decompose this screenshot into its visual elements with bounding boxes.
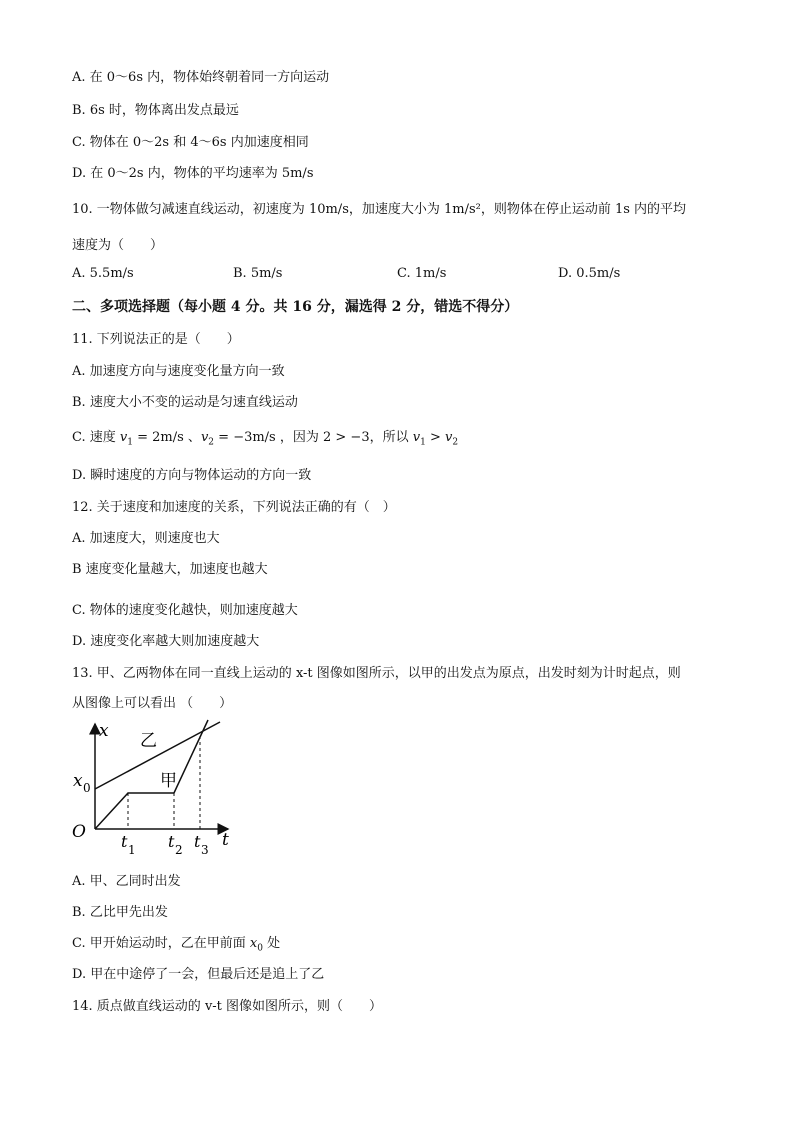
t3-label: t bbox=[194, 832, 201, 851]
t2-label: t bbox=[168, 832, 175, 851]
q13-option-a: A. 甲、乙同时出发 bbox=[72, 874, 181, 889]
q12-option-c: C. 物体的速度变化越快，则加速度越大 bbox=[72, 603, 298, 618]
q9-option-d: D. 在 0～2s 内，物体的平均速率为 5m/s bbox=[72, 166, 314, 181]
q10-option-b: B. 5m/s bbox=[233, 266, 283, 281]
q13-c-prefix: C. 甲开始运动时，乙在甲前面 bbox=[72, 936, 250, 951]
q11-option-b: B. 速度大小不变的运动是匀速直线运动 bbox=[72, 395, 298, 410]
q10-option-c: C. 1m/s bbox=[397, 266, 447, 281]
x-axis-label: t bbox=[222, 830, 229, 850]
var-v: v bbox=[412, 430, 421, 445]
q12-stem: 12. 关于速度和加速度的关系，下列说法正确的有（ ） bbox=[72, 500, 396, 515]
q13-option-c bbox=[72, 932, 280, 954]
q10-option-d: D. 0.5m/s bbox=[558, 266, 621, 281]
q11-stem: 11. 下列说法正的是（ ） bbox=[72, 332, 240, 347]
series-jia-label: 甲 bbox=[160, 771, 177, 791]
origin-label: O bbox=[72, 822, 86, 842]
subscript: 0 bbox=[257, 943, 263, 954]
q11-option-a: A. 加速度方向与速度变化量方向一致 bbox=[72, 364, 285, 379]
q11-option-d: D. 瞬时速度的方向与物体运动的方向一致 bbox=[72, 468, 312, 483]
q13-stem-line1: 13. 甲、乙两物体在同一直线上运动的 x-t 图像如图所示，以甲的出发点为原点，出发时刻为计时起点，则 bbox=[72, 666, 681, 681]
t2-sub: 2 bbox=[175, 843, 183, 857]
q9-option-c: C. 物体在 0～2s 和 4～6s 内加速度相同 bbox=[72, 135, 309, 150]
var-v: v bbox=[445, 430, 453, 445]
q9-option-a: A. 在 0～6s 内，物体始终朝着同一方向运动 bbox=[72, 70, 330, 85]
q11-c-gt: > bbox=[425, 430, 445, 445]
section-heading: 二、多项选择题（每小题 4 分。共 16 分，漏选得 2 分，错选不得分） bbox=[72, 299, 519, 315]
q13-stem-line2: 从图像上可以看出 （ ） bbox=[72, 696, 233, 711]
q12-option-a: A. 加速度大，则速度也大 bbox=[72, 531, 220, 546]
var-x: x bbox=[249, 936, 258, 951]
series-yi-line bbox=[95, 722, 220, 789]
subscript: 2 bbox=[452, 437, 459, 448]
subscript: 1 bbox=[420, 437, 426, 448]
q10-stem-line2: 速度为（ ） bbox=[72, 238, 164, 253]
q11-c-eq2: = −3m/s ，因为 2 > −3，所以 bbox=[214, 430, 413, 445]
q13-option-d: D. 甲在中途停了一会，但最后还是追上了乙 bbox=[72, 967, 325, 982]
y-axis-label: x bbox=[99, 721, 109, 741]
series-yi-label: 乙 bbox=[140, 731, 157, 751]
q11-c-prefix: C. 速度 bbox=[72, 430, 120, 445]
q12-option-b: B 速度变化量越大，加速度也越大 bbox=[72, 562, 268, 577]
t3-sub: 3 bbox=[201, 843, 209, 857]
q13-option-b: B. 乙比甲先出发 bbox=[72, 905, 168, 920]
q11-option-c bbox=[72, 426, 458, 448]
q10-stem-line1: 10. 一物体做匀减速直线运动，初速度为 10m/s，加速度大小为 1m/s²，则物体在停止运动前 1s 内的平均 bbox=[72, 202, 687, 217]
subscript: 1 bbox=[127, 437, 133, 448]
xt-graph bbox=[68, 712, 248, 862]
x0-sub: 0 bbox=[83, 781, 91, 795]
var-v: v bbox=[200, 430, 209, 445]
q9-option-b: B. 6s 时，物体离出发点最远 bbox=[72, 103, 239, 118]
t1-label: t bbox=[121, 832, 128, 851]
q10-option-a: A. 5.5m/s bbox=[72, 266, 134, 281]
x0-label: x bbox=[73, 771, 83, 791]
q13-c-suffix: 处 bbox=[262, 936, 281, 951]
t1-sub: 1 bbox=[128, 843, 136, 857]
q11-c-eq1: = 2m/s 、 bbox=[132, 430, 201, 445]
subscript: 2 bbox=[208, 437, 215, 448]
var-v: v bbox=[119, 430, 128, 445]
q14-stem: 14. 质点做直线运动的 v-t 图像如图所示，则（ ） bbox=[72, 999, 383, 1014]
q12-option-d: D. 速度变化率越大则加速度越大 bbox=[72, 634, 260, 649]
